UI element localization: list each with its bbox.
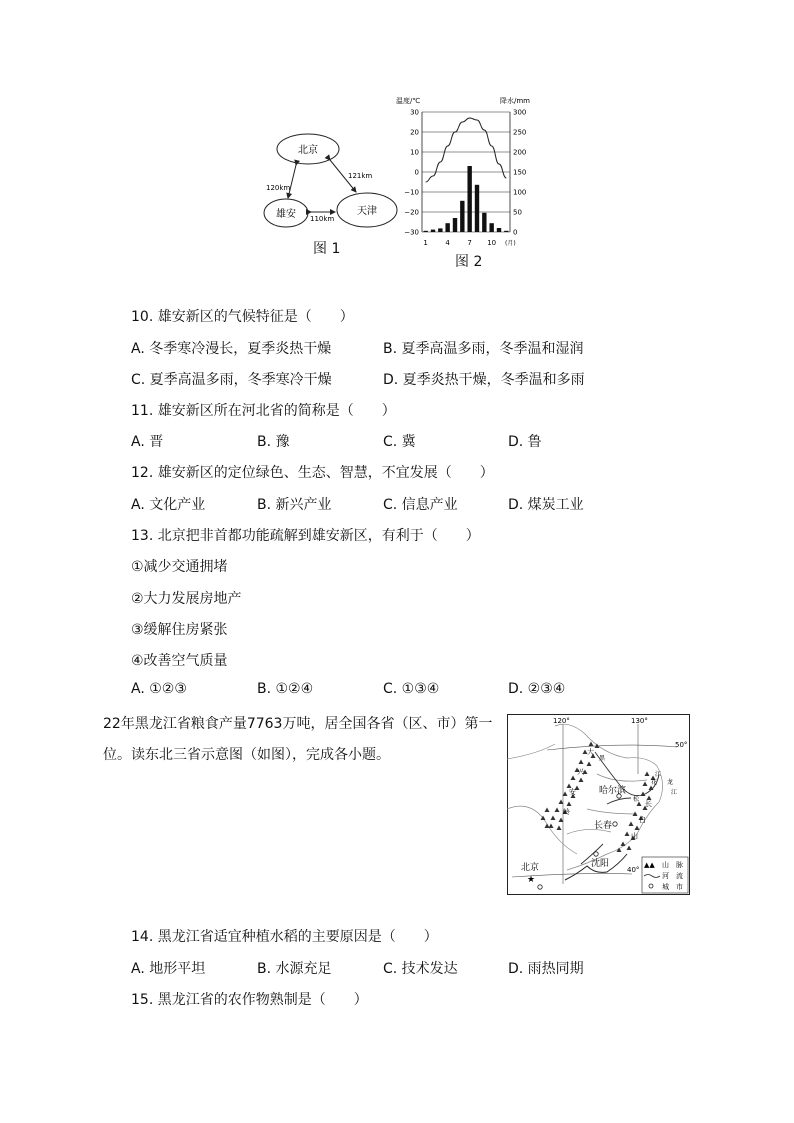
- precipitation-bar: [431, 230, 435, 232]
- left-tick-label: 20: [410, 128, 419, 137]
- precipitation-bar: [475, 185, 479, 232]
- figure2-climate-chart: [392, 94, 538, 252]
- changchun-city-icon: [613, 822, 617, 826]
- q11-option-a[interactable]: A. 晋: [131, 434, 164, 450]
- left-tick-label: −30: [404, 228, 419, 237]
- legend-city-icon: [649, 884, 653, 888]
- left-tick-label: 30: [410, 108, 419, 117]
- left-tick-label: −20: [404, 208, 419, 217]
- temperature-curve: [426, 118, 507, 182]
- precipitation-bar: [482, 213, 486, 232]
- question-12-stem: 12. 雄安新区的定位绿色、生态、智慧，不宜发展（ ）: [131, 465, 494, 481]
- tianjin-label: 天津: [357, 206, 377, 217]
- temperature-axis-title: 温度/℃: [396, 97, 421, 105]
- q12-option-c[interactable]: C. 信息产业: [383, 497, 458, 513]
- q13-option-a[interactable]: A. ①②③: [131, 681, 187, 697]
- q13-option-c[interactable]: C. ①③④: [383, 681, 440, 697]
- range-char-6: 白: [639, 816, 646, 824]
- map-beijing-label: 北京: [521, 863, 540, 873]
- right-tick-label: 50: [513, 208, 522, 217]
- beijing-label: 北京: [298, 145, 318, 156]
- question-13-stem: 13. 北京把非首都功能疏解到雄安新区，有利于（ ）: [131, 528, 480, 544]
- range-char-1: 大: [587, 748, 594, 756]
- question-11-stem: 11. 雄安新区所在河北省的简称是（ ）: [131, 403, 396, 419]
- q13-item-2: ②大力发展房地产: [131, 591, 242, 607]
- right-tick-label: 300: [513, 108, 527, 117]
- lat-40-label: 40°: [627, 866, 640, 874]
- northeast-china-map: [507, 714, 690, 895]
- right-tick-label: 0: [513, 228, 518, 237]
- q13-item-4: ④改善空气质量: [131, 653, 228, 669]
- q14-option-b[interactable]: B. 水源充足: [257, 961, 332, 977]
- precipitation-bar: [423, 231, 427, 232]
- q11-option-d[interactable]: D. 鲁: [508, 434, 542, 450]
- legend-river-label: 河 流: [662, 872, 683, 880]
- precipitation-bar: [497, 228, 501, 232]
- q12-option-a[interactable]: A. 文化产业: [131, 497, 206, 513]
- harbin-label: 哈尔滨: [599, 786, 627, 796]
- lon-120-label: 120°: [553, 717, 570, 725]
- x-tick-label: 4: [445, 239, 450, 247]
- precipitation-bar: [460, 201, 464, 232]
- legend-mountain-label: 山 脉: [662, 861, 683, 869]
- q13-item-1: ①减少交通拥堵: [131, 559, 228, 575]
- left-tick-label: 10: [410, 148, 419, 157]
- figure2-caption: 图 2: [455, 254, 483, 270]
- precipitation-bar: [467, 166, 471, 232]
- q10-option-a[interactable]: A. 冬季寒冷漫长，夏季炎热干燥: [131, 341, 332, 357]
- distance-beijing-tianjin: 121km: [348, 172, 373, 180]
- q11-option-c[interactable]: C. 冀: [383, 434, 416, 450]
- distance-beijing-xiongan: 120km: [266, 184, 291, 192]
- distance-xiongan-tianjin: 110km: [310, 215, 335, 223]
- legend-mountain-icon: ▲▲: [644, 861, 655, 869]
- range-char-7: 山: [631, 832, 638, 840]
- x-tick-label: 7: [467, 239, 472, 247]
- right-tick-label: 250: [513, 128, 527, 137]
- precipitation-bar: [453, 218, 457, 232]
- legend-city-label: 城 市: [662, 883, 683, 891]
- river-char-2: 花: [651, 779, 658, 786]
- q11-option-b[interactable]: B. 豫: [257, 434, 290, 450]
- lat-50-label: 50°: [675, 741, 688, 749]
- question-14-stem: 14. 黑龙江省适宜种植水稻的主要原因是（ ）: [131, 929, 438, 945]
- left-tick-label: −10: [404, 188, 419, 197]
- q13-item-3: ③缓解住房紧张: [131, 622, 228, 638]
- river-char-4: 黑: [599, 755, 606, 762]
- tianjin-city-icon: [538, 885, 542, 889]
- figure1-caption: 图 1: [313, 241, 341, 257]
- q10-option-c[interactable]: C. 夏季高温多雨，冬季寒冷干燥: [131, 372, 332, 388]
- right-tick-label: 100: [513, 188, 527, 197]
- q10-option-b[interactable]: B. 夏季高温多雨，冬季温和湿润: [383, 341, 584, 357]
- precipitation-axis-title: 降水/mm: [500, 97, 530, 105]
- precipitation-bar: [489, 223, 493, 232]
- q12-option-b[interactable]: B. 新兴产业: [257, 497, 332, 513]
- question-10-stem: 10. 雄安新区的气候特征是（ ）: [131, 309, 354, 325]
- left-tick-label: 0: [414, 168, 419, 177]
- river-char-1: 松: [633, 796, 640, 803]
- river-char-3: 江: [655, 771, 662, 778]
- x-tick-label: 1: [423, 239, 428, 247]
- shenyang-label: 沈阳: [591, 859, 610, 869]
- precipitation-bar: [504, 231, 508, 232]
- precipitation-bar: [438, 228, 442, 232]
- q14-option-a[interactable]: A. 地形平坦: [131, 961, 206, 977]
- q10-option-d[interactable]: D. 夏季炎热干燥，冬季温和多雨: [383, 372, 585, 388]
- beijing-xiongan-link: [288, 165, 296, 198]
- xiongan-label: 雄安: [276, 209, 296, 220]
- x-axis-unit: (月): [505, 240, 516, 247]
- river-char-6: 江: [671, 789, 678, 796]
- intro-line-1: 22年黑龙江省粮食产量7763万吨，居全国各省（区、市）第一: [103, 716, 493, 732]
- question-15-stem: 15. 黑龙江省的农作物熟制是（ ）: [131, 992, 368, 1008]
- range-char-4: 岭: [563, 808, 570, 816]
- x-tick-label: 10: [487, 239, 497, 247]
- river-char-5: 龙: [667, 779, 674, 786]
- right-tick-label: 200: [513, 148, 527, 157]
- beijing-star-icon: ★: [527, 875, 536, 885]
- range-char-3: 安: [569, 788, 576, 796]
- lon-130-label: 130°: [631, 717, 648, 725]
- q13-option-b[interactable]: B. ①②④: [257, 681, 314, 697]
- intro-line-2: 位。读东北三省示意图（如图），完成各小题。: [103, 747, 390, 763]
- range-char-2: 兴: [577, 768, 584, 776]
- precipitation-bar: [445, 223, 449, 232]
- shenyang-city-icon: [594, 852, 598, 856]
- q14-option-c[interactable]: C. 技术发达: [383, 961, 458, 977]
- range-char-5: 长: [645, 800, 652, 808]
- q14-option-d[interactable]: D. 雨热同期: [508, 961, 584, 977]
- q12-option-d[interactable]: D. 煤炭工业: [508, 497, 584, 513]
- q13-option-d[interactable]: D. ②③④: [508, 681, 566, 697]
- right-tick-label: 150: [513, 168, 527, 177]
- changchun-label: 长春: [594, 821, 613, 831]
